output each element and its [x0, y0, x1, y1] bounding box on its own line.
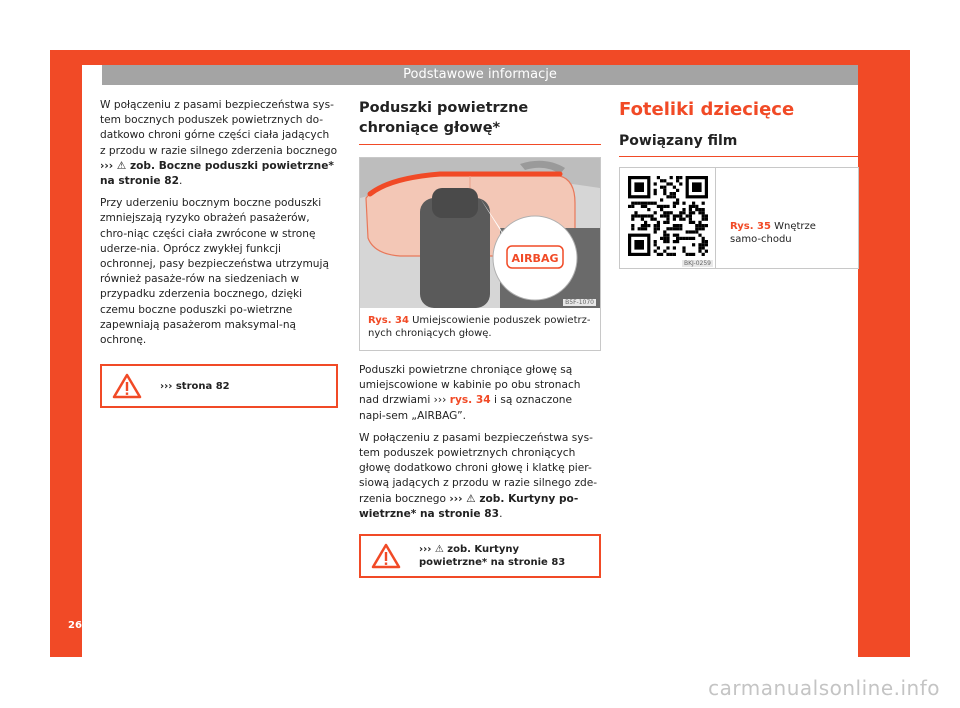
running-header: Podstawowe informacje: [102, 65, 858, 85]
image-code: B5F-1070: [565, 299, 594, 306]
page-number: 26: [68, 620, 82, 631]
paragraph-text: W połączeniu z pasami bezpieczeństwa sys-tem poduszek powietrznych chroniących głowę dodatkowo chroni głowę i klatkę pier-siową jadących z przodu w razie silnego zde-rzenia bocznego: [359, 431, 598, 505]
airbag-label: AIRBAG: [511, 252, 559, 265]
watermark: carmanualsonline.info: [708, 676, 940, 700]
paragraph: [359, 363, 601, 424]
paragraph-text: i są oznaczone napi-sem „AIRBAG”.: [359, 394, 573, 422]
paragraph: [359, 431, 601, 522]
figure-image: [360, 158, 600, 308]
paragraph: [100, 98, 338, 189]
warning-triangle-icon: [102, 373, 152, 399]
chapter-title: Foteliki dziecięce: [619, 99, 795, 120]
qr-code: [628, 176, 708, 256]
paragraph-text: W połączeniu z pasami bezpieczeństwa sys-tem bocznych poduszek powietrznych do-datkowo chroni górne części ciała jadących z przodu w razie silnego zderzenia bocznego: [100, 99, 338, 157]
cross-reference-link[interactable]: ››› ⚠ zob. Kurtyny po-wietrzne* na stronie 83: [359, 492, 579, 520]
figure-caption: [716, 168, 858, 268]
column-2: [359, 98, 601, 578]
paragraph-text: Poduszki powietrzne chroniące głowę są umiejscowione w kabinie po obu stronach nad drzwiami ›››: [359, 364, 581, 407]
warning-box: [100, 364, 338, 408]
warning-link[interactable]: ››› ⚠ zob. Kurtyny powietrzne* na stronie 83: [419, 544, 566, 569]
period: .: [499, 507, 503, 520]
warning-link[interactable]: ››› strona 82: [160, 380, 230, 392]
airbag-illustration: [360, 158, 600, 308]
cross-reference-link[interactable]: ››› ⚠ zob. Boczne poduszki powietrzne* na stronie 82: [100, 159, 334, 188]
warning-triangle-icon: [361, 543, 411, 569]
image-code: BKJ-0259: [683, 260, 711, 267]
section-title: Poduszki powietrzne chroniące głowę*: [359, 98, 601, 145]
caption-ref: Rys. 34: [368, 315, 409, 326]
caption-text: Wnętrze samo-chodu: [730, 221, 816, 245]
subsection-title: Powiązany film: [619, 132, 859, 157]
period: .: [179, 175, 183, 188]
figure-34: [359, 157, 601, 351]
caption-ref: Rys. 35: [730, 221, 771, 232]
figure-35: [619, 167, 859, 269]
figure-caption: [360, 308, 600, 350]
paragraph: Przy uderzeniu bocznym boczne poduszki zmniejszają ryzyko obrażeń pasażerów, chro-niąc części ciała zwrócone w stronę uderze-nia. Oprócz zwykłej funkcji ochronnej, pasy bezpieczeństwa utrzymują również pasaże-rów na siedzeniach w przypadku zderzenia bocznego, dzięki czemu boczne poduszki po-wietrzne zapewniają pasażerom maksymal-ną ochronę.: [100, 197, 329, 347]
caption-text: Umiejscowienie poduszek powietrz-nych chroniących głowę.: [368, 315, 591, 339]
column-3: [619, 98, 859, 269]
figure-ref-link[interactable]: rys. 34: [449, 394, 491, 407]
qr-code-image[interactable]: [620, 168, 716, 268]
column-1: [100, 98, 338, 408]
warning-box: [359, 534, 601, 578]
